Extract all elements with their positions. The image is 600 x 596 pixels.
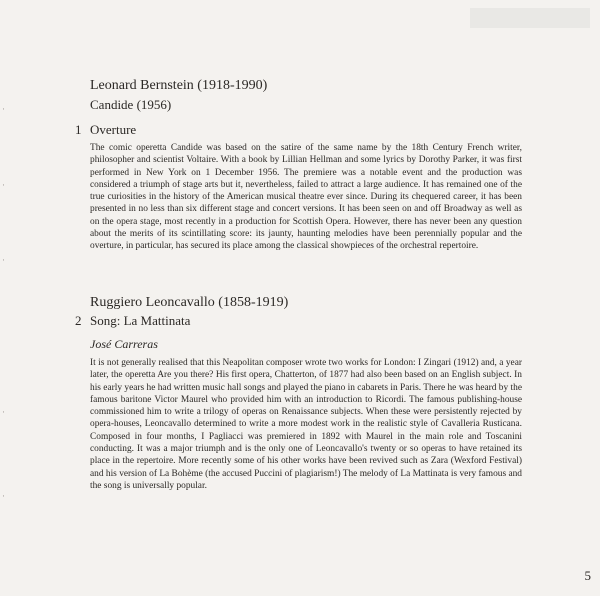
margin-mark-icon: · bbox=[2, 491, 5, 501]
composer-heading-leoncavallo: Ruggiero Leoncavallo (1858-1919) bbox=[90, 295, 289, 310]
margin-mark-icon: · bbox=[2, 104, 5, 114]
track-title: Song: La Mattinata bbox=[90, 313, 191, 328]
track-title: Overture bbox=[90, 122, 137, 137]
work-title-candide: Candide (1956) bbox=[90, 97, 172, 112]
body-paragraph-bernstein: The comic operetta Candide was based on the satire of the same name by the 18th Century French writer, philosopher and scientist Voltaire. With a book by Lillian Hellman and some lyrics by Dorothy Parker, it was first performed in New York on 1 December 1956. The premiere was a notable event and the production was considered a triumph of stage arts but it, nevertheless, failed to attract a large audience. It has remained one of the true curiosities in the history of the American musical theatre ever since. During its chequered career, it has been presented in no less than six different stage and concert versions. It has been seen on and off Broadway as well as on the opera stage, most recently in a production for Scottish Opera. However, there has never been any question about the merits of its scintillating score: its jaunty, haunting melodies have been perennially popular and the overture, in particular, has secured its place among the classical showpieces of the orchestral repertoire. bbox=[90, 143, 522, 252]
performer-name: José Carreras bbox=[90, 337, 158, 351]
body-paragraph-leoncavallo: It is not generally realised that this Neapolitan composer wrote two works for London: I Zingari (1912) and, a year later, the operetta Are you there? His first opera, Chatterton, of 1877 had also been based on an English subject. In his early years he had written music hall songs and played the piano in cabarets in Paris. There he was heard by the famous baritone Victor Maurel who provided him with an introduction to Ricordi. The famous publishing-house commissioned him to write a trilogy of operas on Renaissance subjects. When these were persistently rejected by opera-houses, Leoncavallo determined to write a more modest work in the realistic style of Cavalleria Rusticana. Composed in four months, I Pagliacci was premiered in 1892 with Maurel in the main role and Toscanini conducting. It was a major triumph and is the only one of Leoncavallo's twenty or so operas to have retained its place in the repertoire. More recently some of his other works have been revived such as Zara (Wexford Festival) and his version of La Bohème (the accused Puccini of plagiarism!) The melody of La Mattinata is very famous and the song is universally popular. bbox=[90, 358, 522, 491]
margin-mark-icon: · bbox=[2, 255, 5, 265]
bleed-through-shadow bbox=[470, 8, 590, 28]
composer-heading-bernstein: Leonard Bernstein (1918-1990) bbox=[90, 78, 268, 93]
track-number: 2 bbox=[75, 313, 82, 328]
margin-mark-icon: · bbox=[2, 407, 5, 417]
page-number: 5 bbox=[584, 568, 591, 583]
margin-mark-icon: · bbox=[2, 180, 5, 190]
track-number: 1 bbox=[75, 122, 82, 137]
